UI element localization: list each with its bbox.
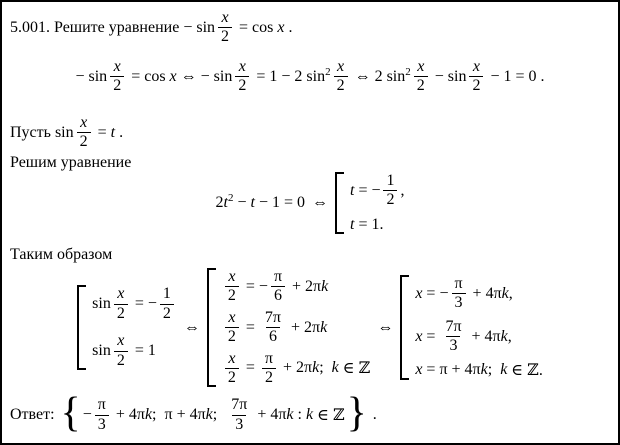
frac-denominator: 3 — [95, 415, 109, 434]
frac-denominator: 2 — [114, 304, 128, 323]
frac-numerator: x — [228, 308, 236, 326]
var-x: x — [415, 284, 423, 302]
frac-x-2 — [225, 350, 239, 388]
case-row — [92, 285, 177, 323]
math-token: + 4π — [111, 406, 145, 423]
frac-numerator: π — [97, 396, 106, 414]
case-row — [415, 318, 511, 356]
frac-denominator: 2 — [262, 368, 276, 387]
var-k: k — [320, 318, 328, 336]
frac-denominator: 3 — [446, 336, 460, 355]
frac-numerator: π — [454, 274, 463, 292]
quadratic-solution-line — [2, 172, 618, 234]
left-brace: { — [60, 390, 81, 436]
math-token: = 1 − 2 sin — [252, 67, 326, 85]
math-token: = — [241, 359, 259, 377]
frac-denominator: 2 — [469, 76, 483, 95]
frac-denominator: 3 — [232, 415, 246, 434]
case-row — [350, 216, 383, 234]
math-token: ; — [212, 406, 226, 423]
var-x: x — [169, 67, 177, 85]
var-k: k — [205, 406, 213, 423]
frac-denominator: 2 — [414, 76, 428, 95]
right-brace: } — [346, 390, 367, 436]
math-token: = − — [130, 295, 157, 313]
case-row — [222, 268, 328, 306]
math-token: + 4π — [468, 284, 502, 302]
frac-x-2 — [225, 309, 239, 347]
case-rows — [415, 275, 543, 381]
math-token: = − — [354, 181, 381, 199]
frac-denominator: 6 — [271, 286, 285, 305]
problem-number-and-prompt: 5.001. Решите уравнение — [10, 18, 184, 36]
frac-x-2 — [114, 285, 128, 323]
equiv-arrow: ⇔ — [311, 193, 328, 211]
frac-denominator: 2 — [225, 286, 239, 305]
left-bracket — [335, 172, 344, 234]
math-token: + 2π — [287, 318, 321, 336]
frac-numerator: 7π — [445, 317, 462, 335]
frac-pi-2 — [262, 350, 276, 388]
case-group-x-half — [207, 268, 370, 387]
answer-line — [10, 390, 377, 436]
frac-7pi-3 — [228, 396, 250, 434]
exponent-2: 2 — [227, 191, 234, 204]
math-token: − sin — [183, 18, 216, 36]
left-bracket — [400, 275, 409, 381]
frac-denominator: 2 — [383, 190, 397, 209]
var-t: t — [250, 193, 255, 211]
math-token: = — [422, 327, 440, 345]
frac-denominator: 3 — [452, 293, 466, 312]
frac-numerator: x — [117, 332, 125, 350]
frac-numerator: x — [228, 349, 236, 367]
frac-x-2 — [77, 114, 91, 152]
var-t: t — [223, 193, 228, 211]
math-token: = — [93, 123, 111, 141]
math-token: + 4π — [253, 406, 287, 423]
frac-x-2 — [235, 58, 249, 96]
case-row — [222, 309, 327, 347]
frac-x-2 — [218, 9, 232, 47]
var-k: k — [144, 406, 153, 423]
equiv-arrow: ⇔ — [377, 318, 394, 336]
frac-numerator: 1 — [162, 285, 171, 303]
case-group-sin — [77, 285, 177, 370]
case-rows — [92, 285, 177, 370]
var-t: t — [110, 123, 116, 141]
left-bracket — [77, 285, 86, 370]
math-token: = 1 — [130, 342, 156, 360]
frac-denominator: 2 — [334, 76, 348, 95]
solution-system-line — [2, 268, 618, 387]
math-token: ; — [319, 359, 332, 377]
frac-x-2 — [225, 268, 239, 306]
var-k: k — [321, 277, 329, 295]
var-k: k — [501, 284, 509, 302]
left-bracket — [207, 268, 216, 387]
math-token: − — [233, 193, 251, 211]
var-x: x — [415, 327, 423, 345]
var-k: k — [305, 406, 314, 423]
frac-denominator: 2 — [225, 368, 239, 387]
math-token: = 1. — [354, 215, 384, 233]
frac-7pi-3 — [442, 318, 464, 356]
frac-numerator: x — [337, 58, 345, 75]
equiv-arrow: ⇔ − sin — [176, 67, 233, 85]
integers-membership: ∈ ℤ — [313, 407, 345, 424]
math-token: + 2π — [279, 359, 313, 377]
math-token: , — [507, 327, 512, 345]
math-token: ; π + 4π — [152, 406, 206, 423]
frac-numerator: x — [113, 58, 121, 75]
substitution-line — [10, 114, 123, 152]
math-token: . — [115, 123, 124, 141]
math-token: : — [293, 406, 306, 423]
case-group-t — [335, 172, 405, 234]
frac-denominator: 2 — [218, 27, 232, 46]
integers-membership: ∈ ℤ. — [507, 362, 543, 380]
math-token: − — [82, 406, 92, 423]
math-token: = − — [422, 284, 449, 302]
math-token: − sin — [75, 67, 108, 85]
text-label: Решим уравнение — [10, 154, 132, 171]
frac-denominator: 6 — [266, 327, 280, 346]
exponent-2: 2 — [325, 65, 331, 78]
var-t: t — [349, 215, 355, 233]
thus-label — [10, 246, 112, 264]
var-k: k — [480, 361, 488, 379]
case-row — [92, 332, 156, 370]
answer-label: Ответ: — [10, 406, 59, 423]
frac-1-2 — [383, 172, 397, 210]
case-row — [415, 360, 543, 380]
frac-numerator: x — [238, 58, 246, 75]
math-token: − sin — [430, 67, 467, 85]
case-rows — [350, 172, 405, 234]
math-token: 2 — [215, 193, 224, 211]
math-token: + 2π — [288, 277, 322, 295]
frac-x-2 — [414, 58, 428, 96]
frac-1-2 — [160, 285, 174, 323]
frac-numerator: x — [472, 58, 480, 75]
math-token: − 1 = 0 . — [486, 67, 545, 85]
equiv-arrow: ⇔ — [183, 318, 200, 336]
var-x: x — [277, 18, 285, 36]
math-token: = cos — [127, 67, 170, 85]
math-token: ; — [487, 361, 501, 379]
math-token: + 4π — [467, 327, 501, 345]
var-k: k — [286, 406, 294, 423]
math-token: = π + 4π — [422, 361, 481, 379]
frac-denominator: 2 — [160, 304, 174, 323]
case-row — [350, 172, 405, 210]
exponent-2: 2 — [405, 65, 411, 78]
derivation-chain-line — [2, 58, 618, 96]
frac-denominator: 2 — [77, 132, 91, 151]
var-t: t — [349, 181, 355, 199]
frac-x-2 — [469, 58, 483, 96]
frac-x-2 — [334, 58, 348, 96]
math-token: sin — [92, 342, 111, 360]
frac-denominator: 2 — [110, 76, 124, 95]
frac-numerator: x — [228, 268, 236, 285]
var-k: k — [312, 359, 320, 377]
integers-membership: ∈ ℤ — [338, 360, 371, 378]
problem-statement-line — [10, 9, 292, 47]
frac-numerator: π — [273, 268, 283, 285]
frac-numerator: 7π — [231, 396, 248, 414]
math-token: , — [400, 181, 405, 199]
frac-pi-6 — [271, 268, 285, 306]
math-token: . — [368, 406, 377, 423]
var-k: k — [500, 361, 508, 379]
frac-numerator: 1 — [386, 172, 395, 189]
frac-numerator: π — [264, 349, 273, 367]
math-token: = — [241, 318, 259, 336]
frac-pi-3 — [95, 396, 109, 434]
frac-numerator: 7π — [264, 308, 281, 326]
math-token: − 1 = 0 — [254, 193, 305, 211]
math-token: sin — [92, 295, 111, 313]
frac-numerator: x — [221, 9, 229, 26]
frac-pi-3 — [451, 275, 465, 313]
var-k: k — [331, 359, 339, 377]
case-row — [222, 350, 370, 388]
var-x: x — [415, 361, 423, 379]
solve-equation-label — [10, 154, 131, 172]
math-token: = − — [241, 277, 268, 295]
math-token: , — [508, 284, 513, 302]
frac-denominator: 2 — [235, 76, 249, 95]
math-token: Пусть sin — [10, 123, 74, 141]
text-label: Таким образом — [10, 246, 113, 263]
case-group-x — [400, 275, 543, 381]
math-token: = cos — [235, 18, 278, 36]
frac-x-2 — [114, 332, 128, 370]
math-token: . — [284, 18, 293, 36]
case-rows — [222, 268, 370, 387]
frac-numerator: x — [417, 58, 425, 75]
var-k: k — [500, 327, 508, 345]
equiv-arrow: ⇔ 2 sin — [350, 67, 406, 85]
frac-numerator: x — [80, 114, 88, 131]
frac-7pi-6 — [262, 309, 284, 347]
frac-numerator: x — [117, 285, 125, 303]
frac-denominator: 2 — [225, 327, 239, 346]
frac-x-2 — [110, 58, 124, 96]
frac-denominator: 2 — [114, 351, 128, 370]
case-row — [415, 275, 512, 313]
